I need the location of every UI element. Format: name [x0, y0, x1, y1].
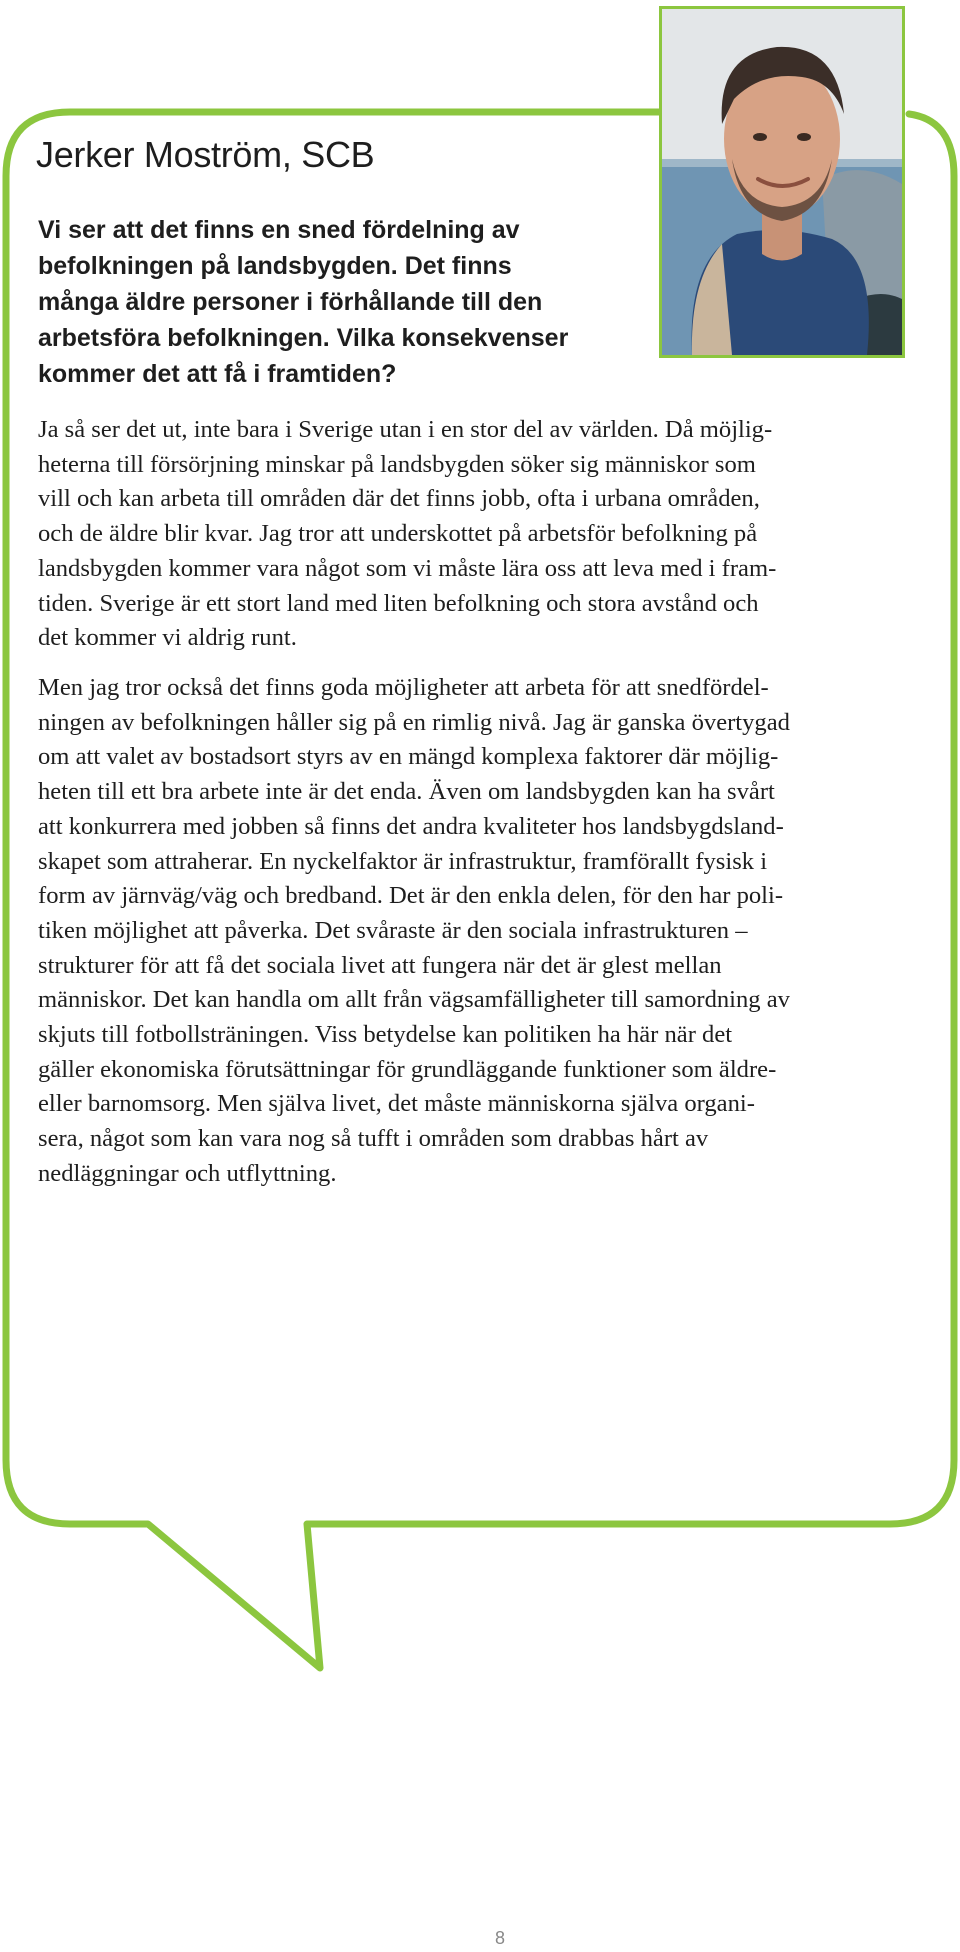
interview-question [38, 212, 638, 392]
answer-paragraph-1 [38, 413, 776, 656]
question-line: befolkningen på landsbygden. Det finns [38, 252, 512, 280]
answer-line: tiden. Sverige är ett stort land med liten befolkning och stora avstånd och [38, 589, 759, 617]
answer-line: landsbygden kommer vara något som vi måste lära oss att leva med i fram- [38, 554, 777, 582]
answer-line: det kommer vi aldrig runt. [38, 624, 297, 652]
answer-line: strukturer för att få det sociala livet att fungera när det är glest mellan [38, 951, 722, 979]
portrait-photo [659, 6, 905, 358]
question-line: många äldre personer i förhållande till den [38, 288, 543, 316]
question-line: Vi ser att det finns en sned fördelning av [38, 216, 520, 244]
page-number: 8 [494, 1928, 505, 1948]
question-line: kommer det att få i framtiden? [38, 360, 397, 388]
answer-line: nedläggningar och utflyttning. [38, 1159, 337, 1187]
answer-line: vill och kan arbeta till områden där det finns jobb, ofta i urbana områden, [38, 485, 760, 513]
answer-line: ningen av befolkningen håller sig på en rimlig nivå. Jag är ganska övertygad [38, 708, 790, 736]
answer-line: om att valet av bostadsort styrs av en mängd komplexa faktorer där möjlig- [38, 743, 779, 771]
answer-line: gäller ekonomiska förutsättningar för grundläggande funktioner som äldre- [38, 1055, 777, 1083]
answer-paragraph-2 [38, 671, 790, 1192]
interviewee-name: Jerker Moström, SCB [36, 134, 375, 175]
answer-line: Men jag tror också det finns goda möjligheter att arbeta för att snedfördel- [38, 674, 769, 701]
answer-line: att konkurrera med jobben så finns det andra kvaliteter hos landsbygdsland- [38, 812, 784, 840]
answer-line: Ja så ser det ut, inte bara i Sverige utan i en stor del av världen. Då möjlig- [38, 416, 773, 443]
question-line: arbetsföra befolkningen. Vilka konsekvenser [38, 324, 569, 352]
answer-line: heterna till försörjning minskar på landsbygden söker sig människor som [38, 450, 756, 478]
answer-line: sera, något som kan vara nog så tufft i områden som drabbas hårt av [38, 1125, 709, 1153]
answer-line: heten till ett bra arbete inte är det enda. Även om landsbygden kan ha svårt [38, 778, 775, 806]
answer-line: eller barnomsorg. Men själva livet, det måste människorna själva organi- [38, 1090, 755, 1118]
answer-line: form av järnväg/väg och bredband. Det är den enkla delen, för den har poli- [38, 882, 784, 910]
answer-line: människor. Det kan handla om allt från vägsamfälligheter till samordning av [38, 986, 790, 1014]
answer-line: tiken möjlighet att påverka. Det svåraste är den sociala infrastrukturen – [38, 916, 748, 944]
answer-line: skapet som attraherar. En nyckelfaktor är infrastruktur, framförallt fysisk i [38, 847, 768, 875]
answer-line: skjuts till fotbollsträningen. Viss betydelse kan politiken ha här när det [38, 1021, 733, 1049]
portrait-photo-icon [662, 9, 902, 355]
answer-line: och de äldre blir kvar. Jag tror att underskottet på arbetsför befolkning på [38, 520, 758, 548]
